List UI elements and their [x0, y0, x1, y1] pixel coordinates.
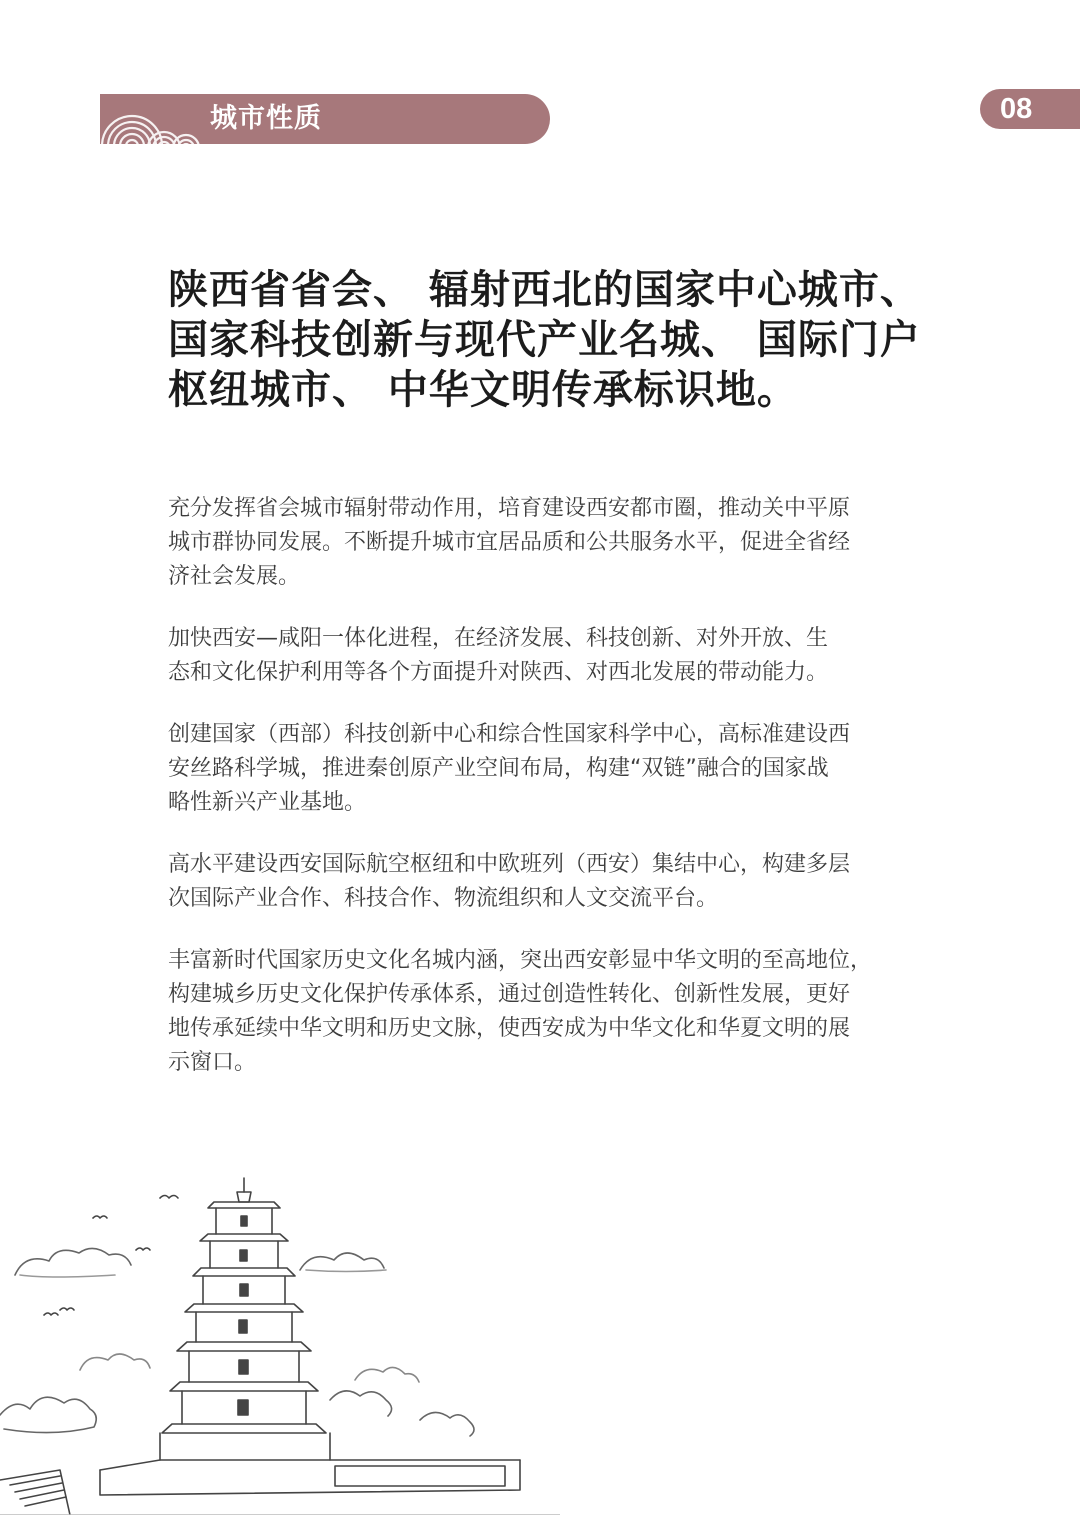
paragraph: [168, 718, 920, 820]
paragraph-line: 丰富新时代国家历史文化名城内涵，突出西安彰显中华文明的至高地位，: [168, 948, 873, 973]
section-header-tab: [100, 94, 550, 144]
paragraph-line: 充分发挥省会城市辐射带动作用，培育建设西安都市圈，推动关中平原: [168, 496, 851, 521]
paragraph-line: 高水平建设西安国际航空枢纽和中欧班列（西安）集结中心，构建多层: [168, 852, 851, 877]
paragraph-line: 态和文化保护利用等各个方面提升对陕西、对西北发展的带动能力。: [168, 660, 829, 685]
headline-line: 枢纽城市、 中华文明传承标识地。: [168, 367, 798, 413]
headline: [168, 265, 948, 415]
paragraph-line: 济社会发展。: [168, 564, 301, 589]
paragraph-line: 略性新兴产业基地。: [168, 790, 367, 815]
paragraph: [168, 944, 920, 1080]
paragraph-line: 地传承延续中华文明和历史文脉，使西安成为中华文化和华夏文明的展: [168, 1016, 851, 1041]
paragraph: [168, 848, 920, 916]
headline-line: 国家科技创新与现代产业名城、 国际门户: [168, 317, 921, 363]
section-title: 城市性质: [210, 103, 322, 134]
pagoda-illustration: [0, 1170, 560, 1515]
paragraph: [168, 622, 920, 690]
page-number: 08: [980, 89, 1080, 129]
cloud-ornament-icon: [100, 94, 210, 144]
body-text: [168, 492, 920, 1108]
paragraph-line: 创建国家（西部）科技创新中心和综合性国家科学中心，高标准建设西: [168, 722, 851, 747]
headline-line: 陕西省省会、 辐射西北的国家中心城市、: [168, 267, 921, 313]
paragraph: [168, 492, 920, 594]
paragraph-line: 安丝路科学城，推进秦创原产业空间布局，构建“双链”融合的国家战: [168, 756, 829, 781]
paragraph-line: 示窗口。: [168, 1050, 257, 1075]
paragraph-line: 加快西安—咸阳一体化进程，在经济发展、科技创新、对外开放、生: [168, 626, 829, 651]
paragraph-line: 构建城乡历史文化保护传承体系，通过创造性转化、创新性发展，更好: [168, 982, 851, 1007]
paragraph-line: 城市群协同发展。不断提升城市宜居品质和公共服务水平，促进全省经: [168, 530, 851, 555]
paragraph-line: 次国际产业合作、科技合作、物流组织和人文交流平台。: [168, 886, 719, 911]
